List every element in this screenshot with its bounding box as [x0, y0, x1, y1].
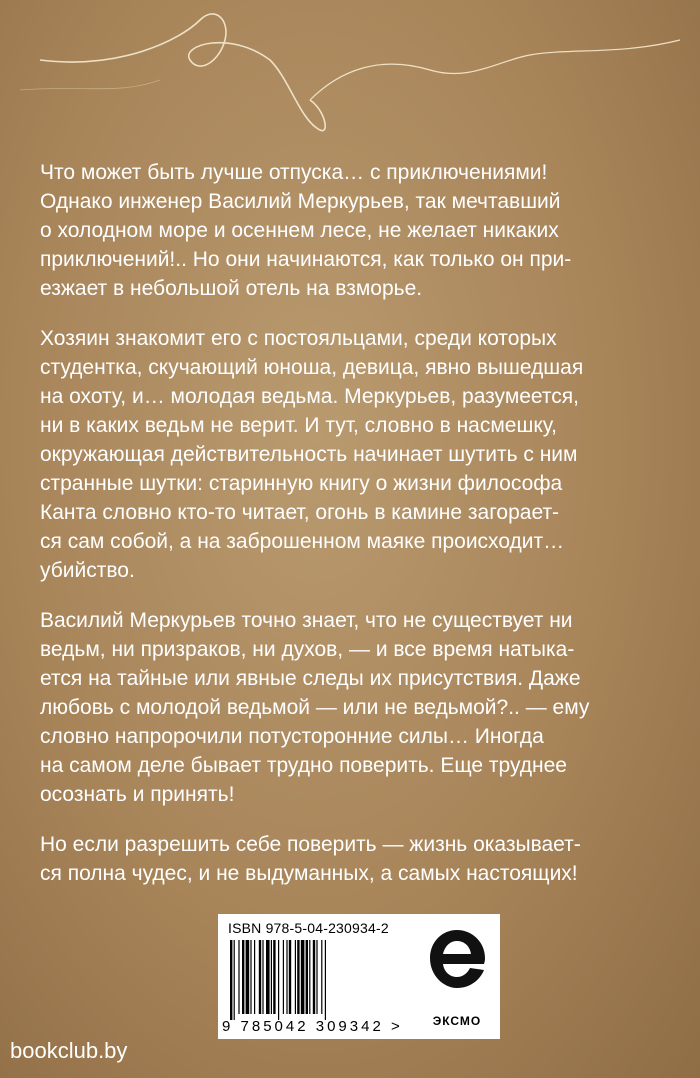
watermark: bookclub.by: [10, 1038, 128, 1063]
barcode-digits: 9 785042 309342 >: [222, 1018, 403, 1035]
barcode-panel: [218, 914, 500, 1039]
blurb-paragraph-3: Василий Меркурьев точно знает, что не существует ни ведьм, ни призраков, ни духов, — и все время натыка- ется на тайные или явные следы их присутствия. Даже любовь с молодой ведьмой — или не ведьмой?.. — ему словно напророчили потусторонние силы… Иногда на самом деле бывает трудно поверить. Еще труднее осознать и принять!: [40, 609, 590, 806]
blurb-paragraph-4: Но если разрешить себе поверить — жизнь оказывает- ся полна чудес, и не выдуманных, а самых настоящих!: [40, 833, 581, 885]
publisher-name: ЭКСМО: [432, 1014, 482, 1028]
blurb-text: [40, 158, 680, 909]
barcode-icon: [228, 940, 408, 1020]
decorative-swirl: [0, 0, 700, 150]
blurb-paragraph-2: Хозяин знакомит его с постояльцами, среди которых студентка, скучающий юноша, девица, явно вышедшая на охоту, и… молодая ведьма. Меркурьев, разумеется, ни в каких ведьм не верит. И тут, словно в насмешку, окружающая действительность начинает шутить с ним странные шутки: старинную книгу о жизни философа Канта словно кто-то читает, огонь в камине загорает- ся сам собой, а на заброшенном маяке происходит… убийство.: [40, 327, 584, 582]
blurb-paragraph-1: Что может быть лучше отпуска… с приключениями! Однако инженер Василий Меркурьев, так мечтавший о холодном море и осеннем лесе, не желает никаких приключений!.. Но они начинаются, как только он при- езжает в небольшой отель на взморье.: [40, 161, 572, 300]
eksmo-logo-icon: [424, 926, 490, 1002]
isbn-text: ISBN 978-5-04-230934-2: [228, 920, 389, 936]
